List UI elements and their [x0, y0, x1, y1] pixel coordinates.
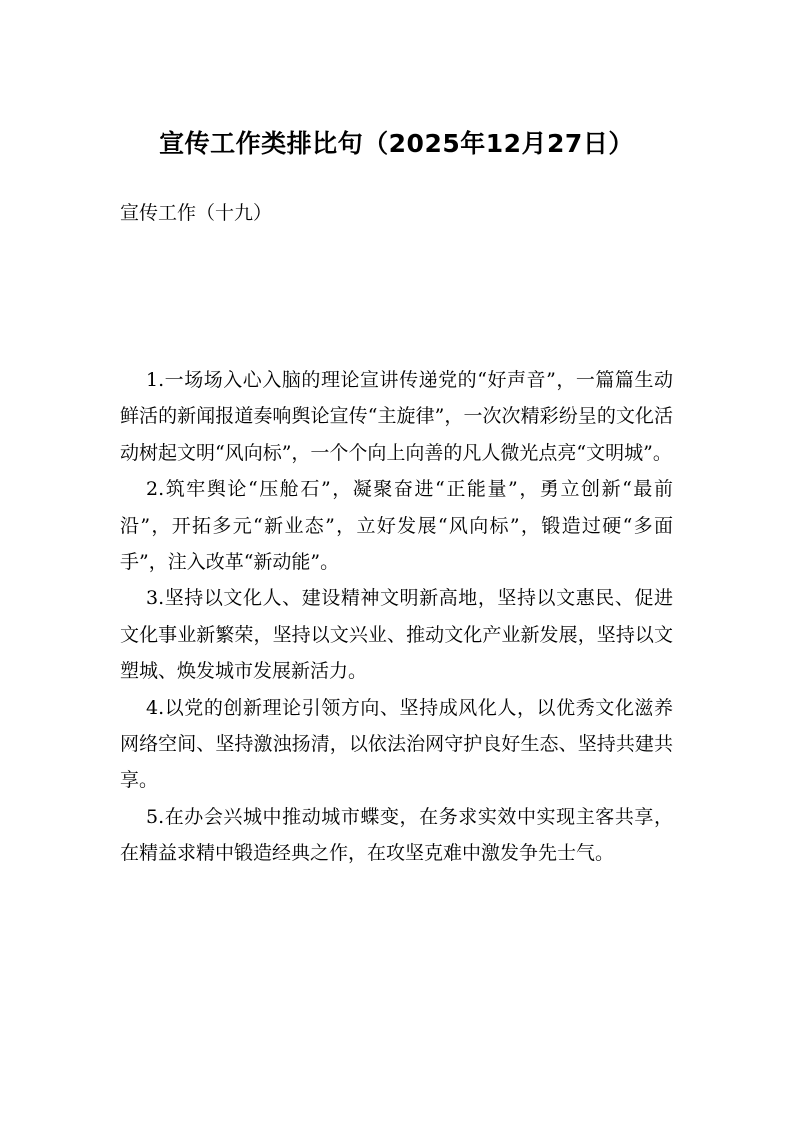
paragraph-2: 2.筑牢舆论“压舱石”，凝聚奋进“正能量”，勇立创新“最前沿”，开拓多元“新业态”，立好发展“风向标”，锻造过硬“多面手”，注入改革“新动能”。 [120, 478, 673, 574]
paragraph-1: 1.一场场入心入脑的理论宣讲传递党的“好声音”，一篇篇生动鲜活的新闻报道奏响舆论宣传“主旋律”，一次次精彩纷呈的文化活动树起文明“风向标”，一个个向上向善的凡人微光点亮“文明城”。 [120, 369, 673, 464]
document-subtitle: 宣传工作（十九） [120, 202, 273, 224]
paragraph-3: 3.坚持以文化人、建设精神文明新高地，坚持以文惠民、促进文化事业新繁荣，坚持以文兴业、推动文化产业新发展，坚持以文塑城、焕发城市发展新活力。 [120, 587, 673, 683]
document-title: 宣传工作类排比句（2025年12月27日） [159, 129, 634, 158]
paragraph-5: 5.在办会兴城中推动城市蝶变，在务求实效中实现主客共享，在精益求精中锻造经典之作，在攻坚克难中激发争先士气。 [120, 805, 673, 865]
paragraph-4: 4.以党的创新理论引领方向、坚持成风化人，以优秀文化滋养网络空间、坚持激浊扬清，以依法治网守护良好生态、坚持共建共享。 [120, 696, 673, 792]
document-body [120, 362, 673, 872]
